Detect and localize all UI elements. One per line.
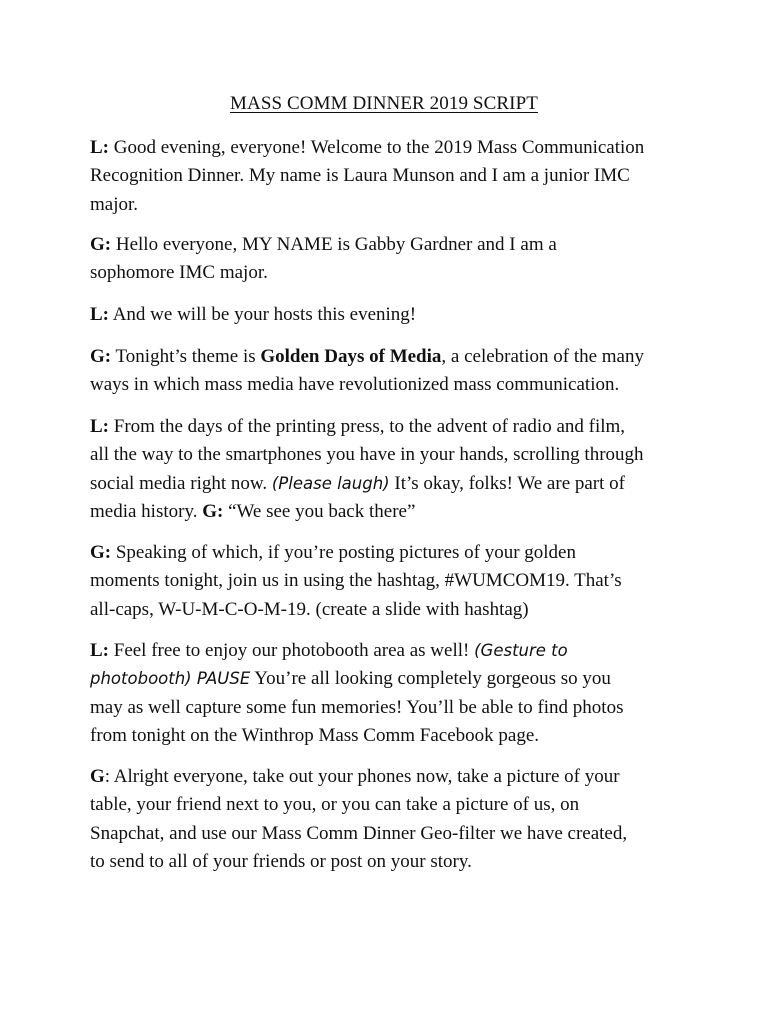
dialogue-text: And we will be your hosts this evening! [109, 304, 417, 325]
dialogue-text: You’re all looking completely gorgeous so you [250, 668, 611, 690]
speaker-label: L: [90, 640, 109, 661]
dialogue-text: all-caps, W-U-M-C-O-M-19. (create a slide with hashtag) [90, 598, 529, 620]
theme-name: Golden Days of Media [260, 346, 442, 367]
dialogue-text: from tonight on the Winthrop Mass Comm Facebook page. [90, 725, 540, 747]
dialogue-text: “We see you back there” [223, 501, 416, 523]
script-paragraph-5 [90, 413, 690, 527]
script-line [90, 231, 690, 259]
speaker-label: G: [90, 542, 112, 563]
dialogue-text: Feel free to enjoy our photobooth area as well! [109, 640, 475, 661]
script-line [90, 665, 690, 693]
script-line [90, 637, 690, 665]
dialogue-text: all the way to the smartphones you have in your hands, scrolling through [90, 444, 644, 466]
script-line [90, 301, 690, 329]
speaker-label: G: [90, 234, 112, 255]
speaker-label: G: [202, 501, 224, 523]
script-paragraph-3 [90, 301, 690, 329]
stage-direction: (Please laugh) [271, 473, 390, 493]
dialogue-text: : Alright everyone, take out your phones now, take a picture of your [104, 766, 620, 787]
script-paragraph-2 [90, 231, 690, 288]
dialogue-text: ways in which mass media have revolutionized mass communication. [90, 374, 620, 396]
dialogue-text: Speaking of which, if you’re posting pictures of your golden [111, 542, 576, 563]
stage-direction: (Gesture to [474, 641, 568, 660]
script-line [90, 413, 690, 441]
speaker-label: L: [90, 137, 109, 158]
dialogue-text: Hello everyone, MY NAME is Gabby Gardner and I am a [111, 234, 557, 255]
dialogue-text: Snapchat, and use our Mass Comm Dinner Geo-filter we have created, [90, 822, 628, 844]
script-paragraph-8 [90, 763, 690, 877]
dialogue-text: , a celebration of the many [441, 346, 644, 367]
dialogue-text: From the days of the printing press, to the advent of radio and film, [109, 416, 626, 437]
dialogue-text: moments tonight, join us in using the hashtag, #WUMCOM19. That’s [90, 570, 622, 592]
dialogue-text: major. [90, 193, 139, 215]
dialogue-text: media history. [90, 501, 203, 523]
script-paragraph-1 [90, 134, 690, 219]
script-line [90, 343, 690, 371]
dialogue-text: to send to all of your friends or post on your story. [90, 851, 472, 873]
dialogue-text: Tonight’s theme is [111, 346, 261, 367]
speaker-label: L: [90, 304, 109, 325]
dialogue-text: Good evening, everyone! Welcome to the 2019 Mass Communication [109, 137, 645, 158]
dialogue-text: Recognition Dinner. My name is Laura Munson and I am a junior IMC [90, 165, 630, 187]
script-line [90, 763, 690, 791]
script-paragraph-7 [90, 637, 690, 751]
script-line [90, 134, 690, 162]
script-line [90, 470, 690, 498]
speaker-label: L: [90, 416, 109, 437]
stage-direction: photobooth) PAUSE [90, 669, 251, 689]
dialogue-text: table, your friend next to you, or you can take a picture of us, on [90, 794, 580, 816]
dialogue-text: It’s okay, folks! We are part of [389, 472, 625, 494]
dialogue-text: social media right now. [90, 472, 272, 494]
dialogue-text: may as well capture some fun memories! You’ll be able to find photos [90, 696, 624, 718]
speaker-label: G: [90, 346, 112, 367]
script-line [90, 539, 690, 567]
script-paragraph-6 [90, 539, 690, 624]
script-line [90, 498, 690, 526]
dialogue-text: sophomore IMC major. [90, 262, 268, 284]
document-title: MASS COMM DINNER 2019 SCRIPT [230, 93, 538, 114]
speaker-label: G [90, 766, 105, 787]
script-paragraph-4 [90, 343, 690, 400]
